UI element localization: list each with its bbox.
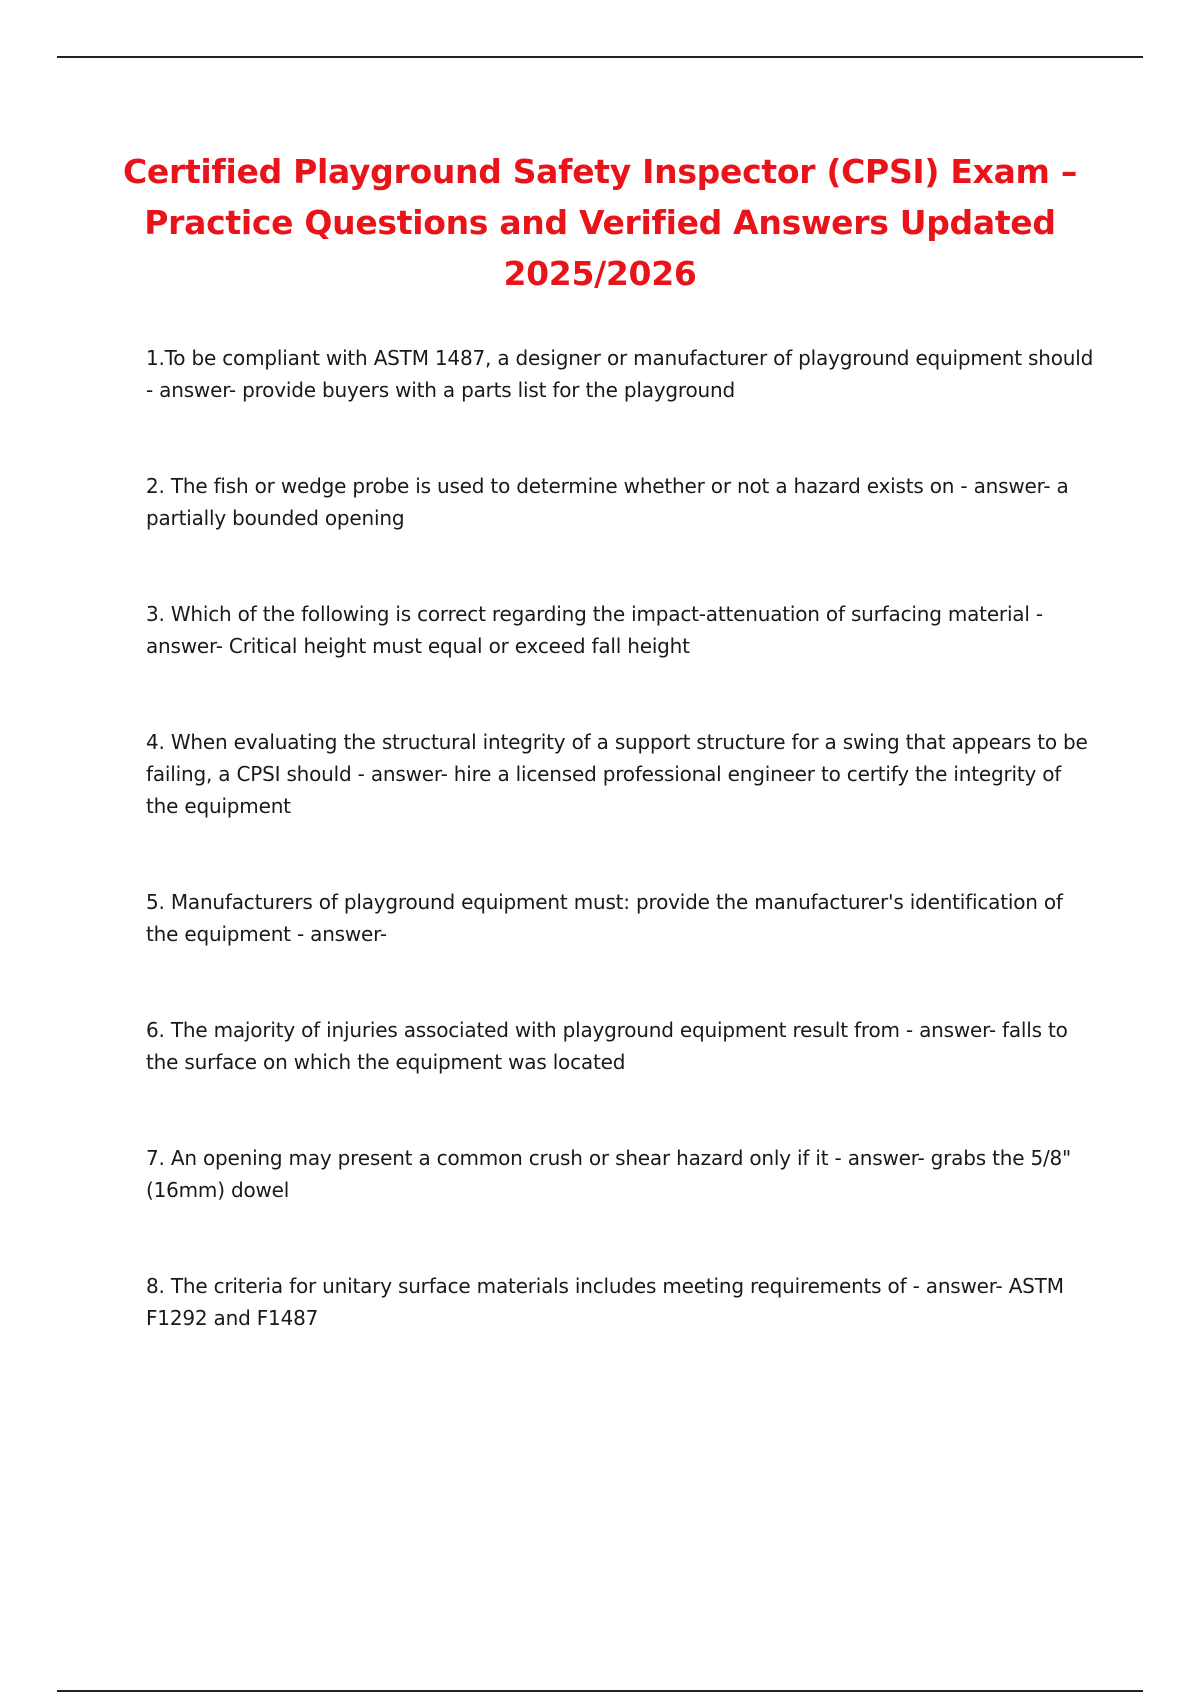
question-answer-list [146,342,1096,1398]
qa-item-8: 8. The criteria for unitary surface materials includes meeting requirements of - answer- ASTM F1292 and F1487 [146,1274,1064,1330]
qa-item-6: 6. The majority of injuries associated with playground equipment result from - answer- falls to the surface on which the equipment was located [146,1018,1068,1074]
qa-item-3: 3. Which of the following is correct regarding the impact-attenuation of surfacing material - answer- Critical height must equal or exceed fall height [146,602,1043,658]
qa-item-7: 7. An opening may present a common crush or shear hazard only if it - answer- grabs the 5/8" (16mm) dowel [146,1146,1072,1202]
bottom-horizontal-rule [57,1690,1143,1692]
qa-item-5: 5. Manufacturers of playground equipment must: provide the manufacturer's identification of the equipment - answer- [146,890,1063,946]
qa-item-1: 1.To be compliant with ASTM 1487, a designer or manufacturer of playground equipment should - answer- provide buyers with a parts list for the playground [146,346,1094,402]
top-horizontal-rule [57,56,1143,58]
qa-item-4: 4. When evaluating the structural integrity of a support structure for a swing that appears to be failing, a CPSI should - answer- hire a licensed professional engineer to certify the integrity of the equipment [146,730,1088,818]
qa-item-2: 2. The fish or wedge probe is used to determine whether or not a hazard exists on - answer- a partially bounded opening [146,474,1069,530]
document-title: Certified Playground Safety Inspector (CPSI) Exam – Practice Questions and Verified Answers Updated 2025/2026 [122,152,1078,293]
